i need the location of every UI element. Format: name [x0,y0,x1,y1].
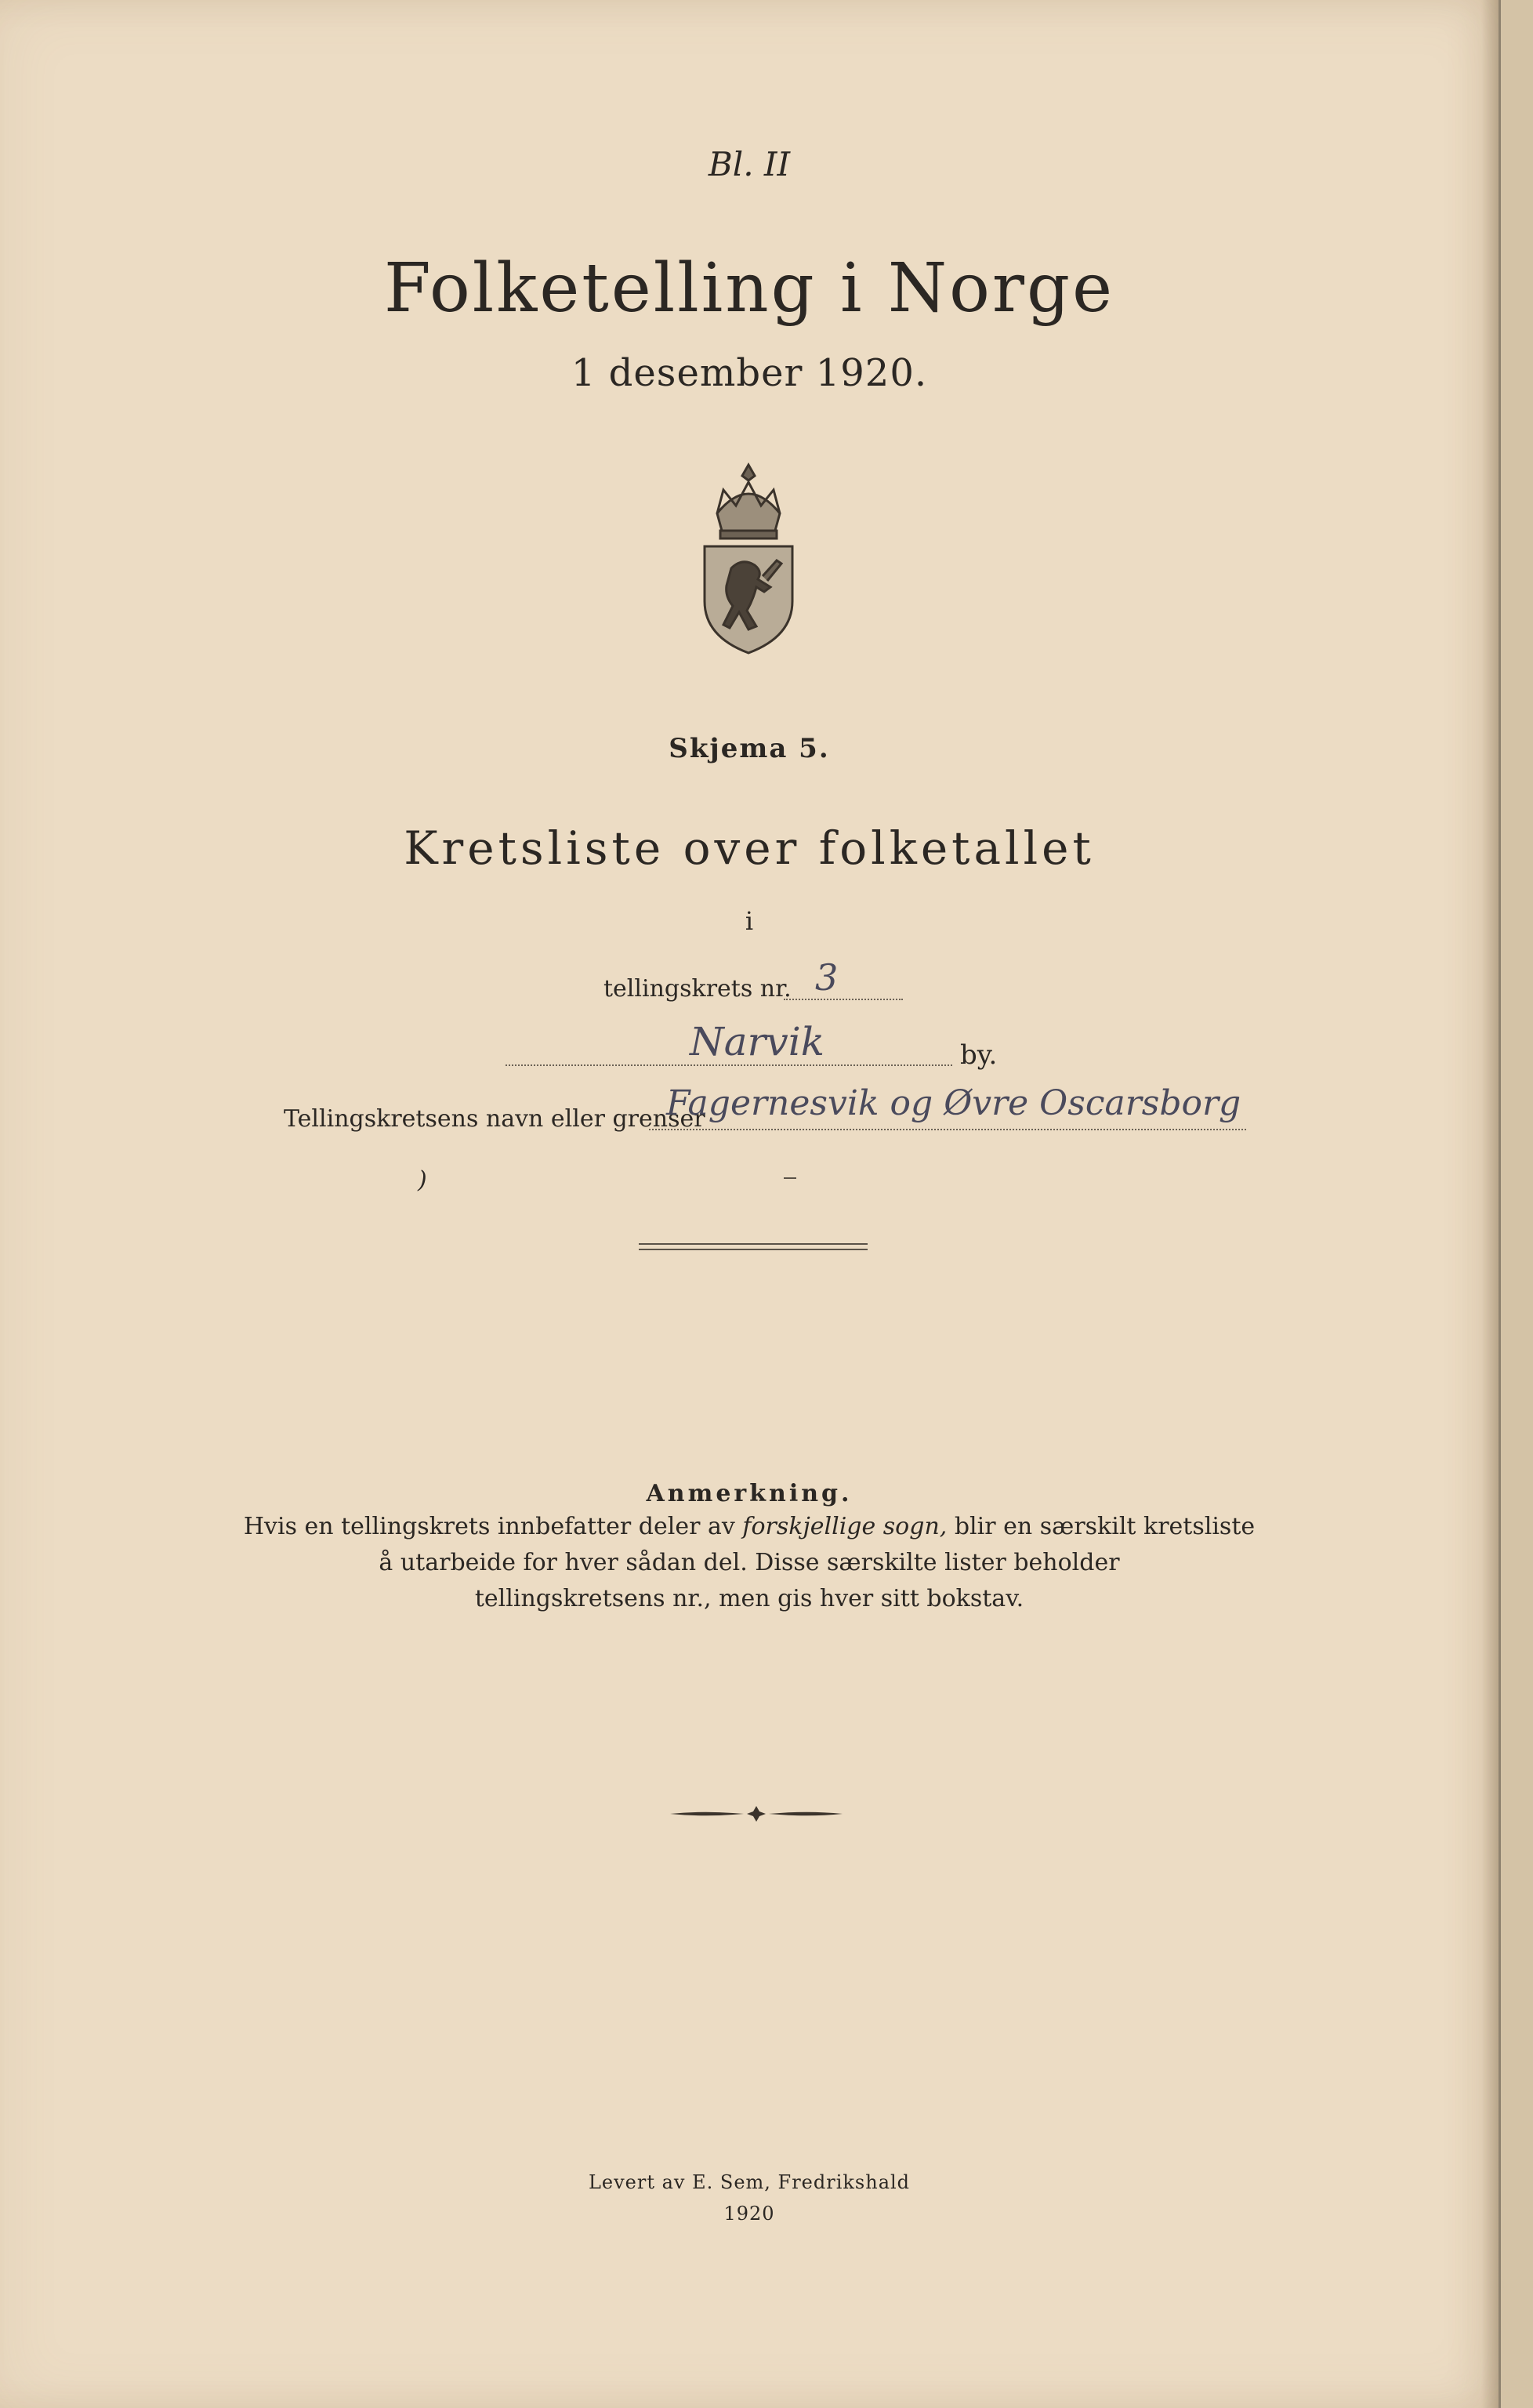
schema-number: Skjema 5. [669,733,830,764]
census-date: 1 desember 1920. [571,351,928,395]
krets-number-field [603,975,792,1003]
handwritten-reference: Bl. II [708,145,791,183]
bracket-mark: ) [418,1166,427,1194]
note-line-3: tellingskretsens nr., men gis hver sitt bokstav. [474,1585,1024,1612]
names-field [284,1105,705,1133]
krets-number-value: 3 [815,956,839,999]
names-value: Fagernesvik og Øvre Oscarsborg [666,1083,1241,1123]
names-label: Tellingskretsens navn eller grenser [284,1105,705,1133]
krets-number-line [784,999,903,1000]
city-line [506,1064,952,1066]
krets-number-label: tellingskrets nr. [603,975,792,1003]
city-suffix: by. [960,1039,998,1071]
note-line-1 [0,1513,1499,1540]
note-line-1-start: Hvis en tellingskrets innbefatter deler av [243,1513,743,1540]
names-line [649,1129,1246,1130]
printer-year: 1920 [723,2203,775,2225]
connector-word: i [745,906,754,936]
note-line-1-emphasis: forskjellige sogn, [742,1513,948,1540]
page-title: Folketelling i Norge [384,249,1114,328]
printer-credit: Levert av E. Sem, Fredrikshald [588,2171,911,2193]
norwegian-coat-of-arms-icon [694,459,803,655]
ornament-divider-icon [670,1804,843,1826]
note-line-2: å utarbeide for hver sådan del. Disse særskilte lister beholder [379,1549,1120,1576]
note-heading: Anmerkning. [646,1480,853,1507]
note-line-1-end: blir en særskilt kretsliste [947,1513,1256,1540]
form-heading: Kretsliste over folketallet [404,821,1095,875]
double-divider [639,1243,868,1250]
dash-mark [784,1177,796,1179]
binding-strip [1499,0,1533,2408]
city-value: Narvik [690,1019,824,1064]
